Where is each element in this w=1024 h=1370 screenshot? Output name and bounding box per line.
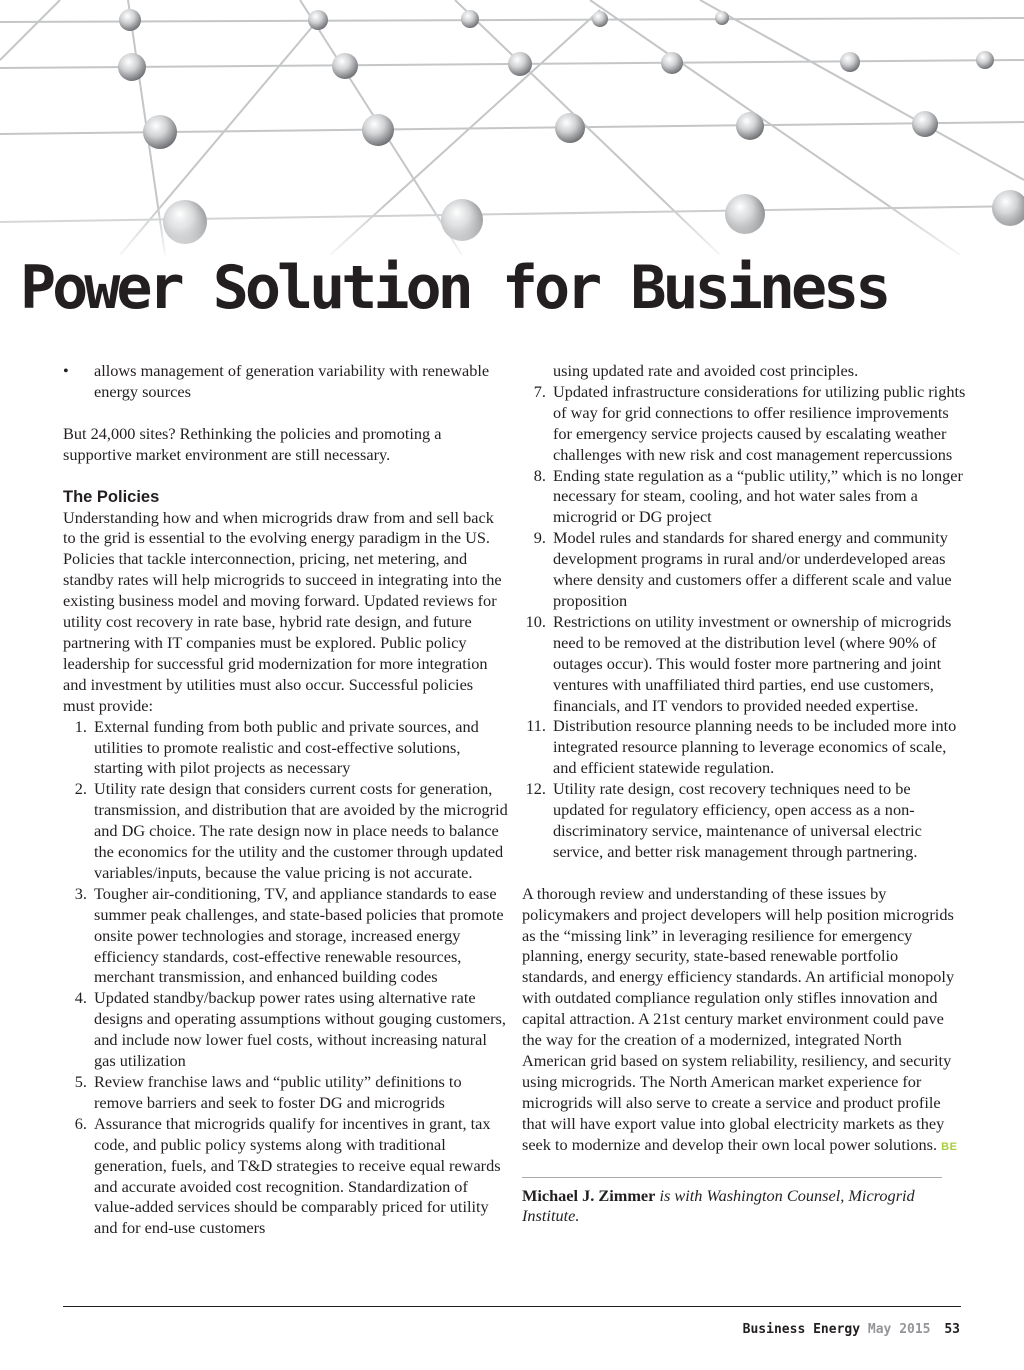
article-title: Power Solution for Business: [20, 253, 888, 323]
list-number: 6.: [74, 1113, 87, 1133]
policy-item-8: [522, 466, 966, 529]
section-subhead: The Policies: [63, 487, 160, 506]
intro-paragraph: But 24,000 sites? Rethinking the policies and promoting a supportive market environment are still necessary.: [63, 423, 442, 464]
list-number: 8.: [533, 465, 546, 485]
list-number: 7.: [533, 381, 546, 401]
policy-item-2: [63, 779, 508, 884]
policy-item-6-continued: [522, 361, 966, 382]
conclusion-paragraph: [522, 884, 966, 1158]
list-number: 5.: [74, 1072, 87, 1091]
policy-item-11: [522, 716, 966, 779]
list-number: 4.: [74, 988, 87, 1008]
list-number: 9.: [533, 528, 546, 548]
list-text: Restrictions on utility investment or ownership of microgrids need to be removed at the distribution level (where 90% of outages occur). This would foster more partnering and joint ventures with unaffiliated third parties, end use customers, financials, and IT vendors to provided needed expertise.: [553, 611, 952, 715]
bullet-icon: •: [63, 361, 69, 380]
list-number: 12.: [525, 779, 546, 799]
list-number: 1.: [74, 716, 87, 736]
policy-item-3: [63, 884, 508, 989]
list-text: using updated rate and avoided cost principles.: [553, 361, 859, 380]
list-number: 11.: [526, 716, 546, 736]
molecular-grid-network-image: [0, 0, 1024, 255]
page-footer: [743, 1322, 960, 1337]
list-text: Utility rate design that considers current costs for generation, transmission, and distribution that are avoided by the microgrid and DG choice. The rate design now in place needs to balance the economics for the utility and the customer through updated variables/inputs, because the value pricing is not accurate.: [94, 779, 508, 882]
list-number: 2.: [74, 779, 87, 799]
author-role: is with Washington Counsel, Microgrid Institute.: [522, 1185, 915, 1226]
list-text: Ending state regulation as a “public utility,” which is no longer necessary for steam, cooling, and hot water sales from a microgrid or DG project: [553, 465, 963, 527]
list-text: Distribution resource planning needs to be included more into integrated resource planning to leverage economics of scale, and efficient statewide regulation.: [553, 716, 957, 778]
bullet-text: allows management of generation variability with renewable energy sources: [94, 361, 490, 401]
author-name: Michael J. Zimmer: [522, 1185, 656, 1205]
list-text: Assurance that microgrids qualify for incentives in grant, tax code, and public policy systems along with traditional generation, fuels, and T&D strategies to receive equal rewards and accurate avoided cost recognition. Standardization of value-added services should be comparably priced for utility and for end-use customers: [94, 1113, 501, 1238]
list-number: 10.: [525, 611, 546, 631]
list-text: Utility rate design, cost recovery techniques need to be updated for regulatory efficiency, open access as a non-discriminatory service, maintenance of universal electric service, and better risk management through partnering.: [553, 779, 922, 861]
policy-item-12: [522, 779, 966, 863]
policy-item-10: [522, 612, 966, 717]
list-text: Updated infrastructure considerations for utilizing public rights of way for grid connections to offer resilience improvements for emergency service projects caused by escalating weather challenges with new risk and cost management repercussions: [553, 381, 966, 464]
left-column: [63, 361, 508, 1239]
byline-divider: [522, 1177, 942, 1178]
end-mark: BE: [941, 1140, 958, 1153]
footer-divider: [63, 1306, 961, 1307]
body-paragraph: Understanding how and when microgrids draw from and sell back to the grid is essential to the evolving energy paradigm in the US. Policies that tackle interconnection, pricing, net metering, and standby rates will help microgrids to succeed in integrating into the existing business model and moving forward. Updated reviews for utility cost recovery in rate base, hybrid rate design, and future partnering with IT companies must be explored. Public policy leadership for successful grid modernization for more integration and investment by utilities must also occur. Successful policies must provide:: [63, 507, 502, 715]
conclusion-text: A thorough review and understanding of these issues by policymakers and project developers will help position microgrids as the “missing link” in leveraging resilience for emergency planning, energy security, state-based renewable portfolio standards, and energy efficiency standards. An artificial monopoly with outdated compliance regulation only stifles innovation and capital attraction. A 21st century market environment could pave the way for the creation of a modernized, integrated North American grid based on system reliability, resiliency, and security using microgrids. The North American market experience for microgrids will also serve to create a service and product profile that will have export value into global electricity markets as they seek to modernize and develop their own local power solutions.: [522, 883, 955, 1154]
publication-name: Business Energy: [742, 1322, 861, 1337]
policy-item-4: [63, 988, 508, 1072]
list-text: Tougher air-conditioning, TV, and appliance standards to ease summer peak challenges, and state-based policies that promote onsite power technologies and storage, increased energy efficiency standards, cost-effective renewable resources, merchant transmission, and enhanced building codes: [94, 883, 504, 987]
list-text: Review franchise laws and “public utility” definitions to remove barriers and seek to foster DG and microgrids: [94, 1072, 462, 1112]
policy-item-5: [63, 1072, 508, 1114]
list-number: 3.: [74, 883, 87, 903]
byline: [522, 1186, 966, 1228]
policy-item-7: [522, 382, 966, 466]
list-text: Model rules and standards for shared energy and community development programs in rural and/or underdeveloped areas where density and customers offer a different scale and value proposition: [553, 528, 952, 610]
right-column: [522, 361, 966, 1227]
issue-date: May 2015: [867, 1322, 931, 1337]
bullet-item: [63, 361, 508, 403]
policy-item-1: [63, 717, 508, 780]
list-text: Updated standby/backup power rates using alternative rate designs and operating assumptions without gouging customers, and include now lower fuel costs, without increasing natural gas utilization: [94, 988, 506, 1071]
policy-item-6: [63, 1114, 508, 1239]
list-text: External funding from both public and private sources, and utilities to promote realistic and cost-effective solutions, starting with pilot projects as necessary: [94, 716, 479, 778]
page-number: 53: [944, 1322, 960, 1337]
policy-item-9: [522, 528, 966, 612]
